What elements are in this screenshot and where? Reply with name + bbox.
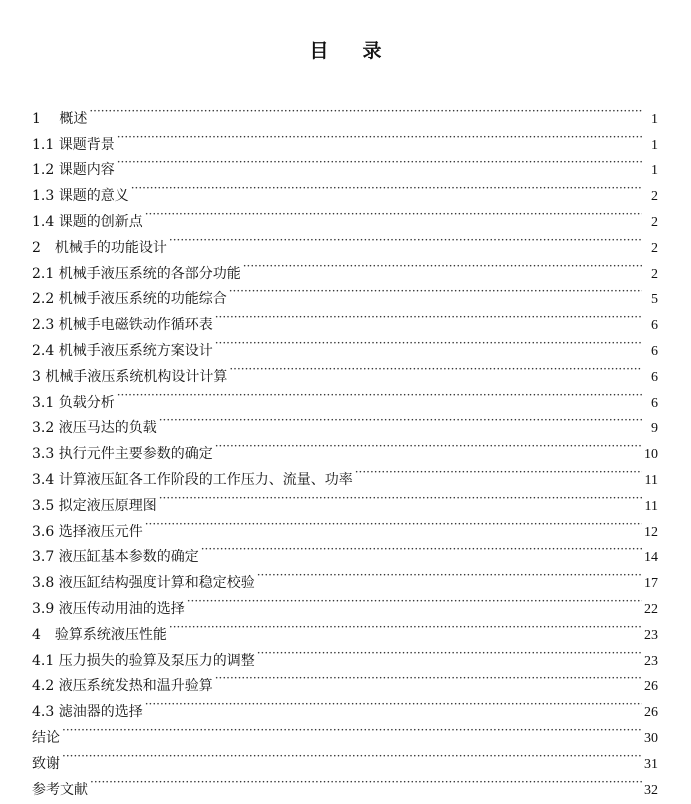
toc-entry-page-number: 6 — [651, 395, 658, 411]
toc-entry-label: 1.4 课题的创新点 — [32, 213, 143, 230]
toc-leader-dots — [229, 355, 642, 381]
toc-entry-page-number: 14 — [644, 550, 658, 566]
toc-entry-label: 3.4 计算液压缸各工作阶段的工作压力、流量、功率 — [32, 471, 353, 488]
toc-entry-page-number: 23 — [644, 653, 658, 669]
toc-entry-label: 3.5 拟定液压原理图 — [32, 497, 157, 514]
toc-leader-dots — [89, 97, 642, 123]
toc-entry-label: 4.1 压力损失的验算及泵压力的调整 — [32, 652, 255, 669]
toc-leader-dots — [159, 484, 642, 510]
toc-entry[interactable] — [32, 716, 658, 746]
title-char-2: 录 — [362, 40, 382, 62]
toc-entry-label: 2.3 机械手电磁铁动作循环表 — [32, 317, 213, 334]
toc-entry[interactable] — [32, 381, 658, 411]
toc-leader-dots — [215, 329, 642, 355]
toc-entry-label: 2.1 机械手液压系统的各部分功能 — [32, 265, 241, 282]
toc-entry-page-number: 6 — [651, 343, 658, 359]
toc-entry-label: 4 验算系统液压性能 — [32, 626, 167, 643]
toc-leader-dots — [257, 561, 642, 587]
toc-leader-dots — [187, 587, 642, 613]
toc-leader-dots — [145, 200, 642, 226]
toc-leader-dots — [62, 742, 642, 768]
toc-entry-page-number: 5 — [651, 292, 658, 308]
toc-entry-label: 4.2 液压系统发热和温升验算 — [32, 678, 213, 695]
toc-entry-page-number: 32 — [644, 782, 658, 798]
toc-entry-page-number: 11 — [644, 472, 658, 488]
toc-entry-page-number: 1 — [651, 111, 658, 127]
toc-entry-page-number: 10 — [644, 447, 658, 463]
toc-leader-dots — [62, 716, 642, 742]
toc-entry-page-number: 2 — [651, 189, 658, 205]
toc-entry-page-number: 22 — [644, 601, 658, 617]
toc-entry[interactable] — [32, 768, 658, 798]
toc-entry-page-number: 23 — [644, 627, 658, 643]
toc-leader-dots — [145, 510, 642, 536]
toc-entry-page-number: 1 — [651, 137, 658, 153]
toc-entry-page-number: 6 — [651, 318, 658, 334]
toc-entry-label: 3.3 执行元件主要参数的确定 — [32, 446, 213, 463]
toc-entry-label: 3.8 液压缸结构强度计算和稳定校验 — [32, 575, 255, 592]
toc-entry-label: 1.3 课题的意义 — [32, 188, 129, 205]
toc-leader-dots — [243, 252, 642, 278]
toc-leader-dots — [169, 226, 642, 252]
toc-entry-label: 3.6 选择液压元件 — [32, 523, 143, 540]
toc-leader-dots — [355, 458, 642, 484]
toc-entry-page-number: 6 — [651, 369, 658, 385]
toc-leader-dots — [215, 665, 642, 691]
toc-entry-label: 2.4 机械手液压系统方案设计 — [32, 342, 213, 359]
toc-entry-label: 3.2 液压马达的负载 — [32, 420, 157, 437]
toc-leader-dots — [215, 303, 642, 329]
toc-entry[interactable] — [32, 123, 658, 153]
toc-entry[interactable] — [32, 407, 658, 437]
toc-leader-dots — [215, 432, 642, 458]
toc-entry-label: 3.7 液压缸基本参数的确定 — [32, 549, 199, 566]
table-of-contents — [32, 97, 658, 798]
toc-leader-dots — [159, 407, 642, 433]
toc-entry-label: 3.9 液压传动用油的选择 — [32, 600, 185, 617]
toc-leader-dots — [117, 381, 642, 407]
toc-entry-page-number: 26 — [644, 679, 658, 695]
toc-entry-page-number: 2 — [651, 214, 658, 230]
toc-entry-label: 3.1 负载分析 — [32, 394, 115, 411]
toc-leader-dots — [257, 639, 642, 665]
toc-entry[interactable] — [32, 742, 658, 772]
toc-entry-page-number: 2 — [651, 266, 658, 282]
toc-entry[interactable] — [32, 149, 658, 179]
toc-leader-dots — [169, 613, 642, 639]
toc-entry-label: 参考文献 — [32, 781, 88, 798]
toc-entry-page-number: 17 — [644, 576, 658, 592]
toc-entry-page-number: 11 — [644, 498, 658, 514]
toc-entry-page-number: 12 — [644, 524, 658, 540]
title-char-1: 目 — [309, 40, 329, 62]
toc-entry-label: 2.2 机械手液压系统的功能综合 — [32, 291, 227, 308]
toc-entry-label: 1 概述 — [32, 110, 88, 127]
toc-leader-dots — [145, 690, 642, 716]
toc-entry[interactable] — [32, 174, 658, 205]
toc-entry-page-number: 1 — [651, 163, 658, 179]
toc-entry-label: 3 机械手液压系统机构设计计算 — [32, 368, 228, 385]
toc-entry-page-number: 2 — [651, 240, 658, 256]
toc-leader-dots — [117, 123, 642, 149]
toc-leader-dots — [131, 174, 642, 200]
toc-entry[interactable] — [32, 97, 658, 127]
toc-leader-dots — [201, 536, 642, 562]
toc-entry-page-number: 26 — [644, 705, 658, 721]
toc-entry-label: 1.1 课题背景 — [32, 136, 115, 153]
toc-entry-page-number: 31 — [644, 756, 658, 772]
toc-entry-label: 致谢 — [32, 755, 60, 772]
toc-entry-label: 结论 — [32, 729, 60, 746]
toc-leader-dots — [229, 278, 642, 304]
page-title — [0, 36, 691, 63]
toc-leader-dots — [117, 149, 642, 175]
toc-entry-page-number: 9 — [651, 421, 658, 437]
toc-entry-label: 1.2 课题内容 — [32, 162, 115, 179]
toc-entry-label: 2 机械手的功能设计 — [32, 239, 167, 256]
toc-entry-label: 4.3 滤油器的选择 — [32, 704, 143, 721]
toc-entry-page-number: 30 — [644, 730, 658, 746]
toc-leader-dots — [90, 768, 642, 794]
